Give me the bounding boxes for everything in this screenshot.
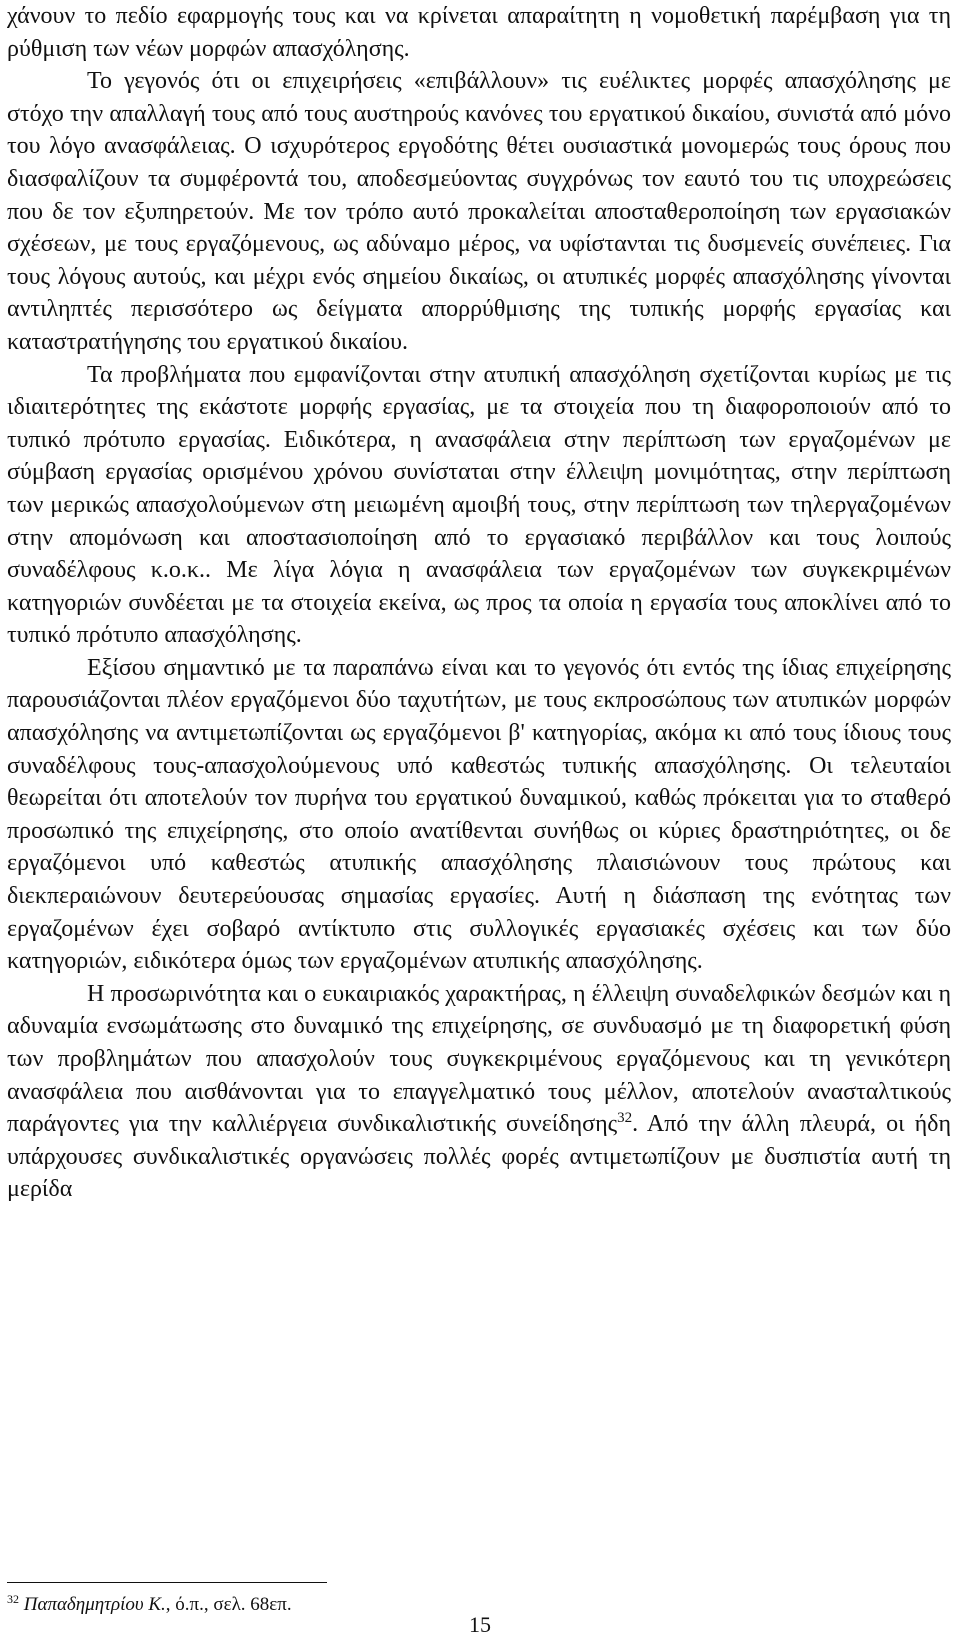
footnote-separator <box>7 1582 327 1583</box>
footnote-citation: , ό.π., σελ. 68επ. <box>165 1594 292 1615</box>
footnote-author: Παπαδημητρίου Κ. <box>23 1594 166 1615</box>
document-page <box>7 0 951 1206</box>
paragraph: Το γεγονός ότι οι επιχειρήσεις «επιβάλλουν» τις ευέλικτες μορφές απασχόλησης με στόχο την απαλλαγή τους από τους αυστηρούς κανόνες του εργατικού δικαίου, συνιστά από μόνο του λόγο ανασφάλειας. Ο ισχυρότερος εργοδότης θέτει ουσιαστικά μονομερώς τους όρους που διασφαλίζουν τα συμφέροντά του, αποδεσμεύοντας συγχρόνως τον εαυτό του τις υποχρεώσεις που δε τον εξυπηρετούν. Με τον τρόπο αυτό προκαλείται αποσταθεροποίηση των εργασιακών σχέσεων, με τους εργαζόμενους, ως αδύναμο μέρος, να υφίστανται τις δυσμενείς συνέπειες. Για τους λόγους αυτούς, και μέχρι ενός σημείου δικαίως, οι ατυπικές μορφές απασχόλησης γίνονται αντιληπτές περισσότερο ως δείγματα απορρύθμισης της τυπικής μορφής εργασίας και καταστρατήγησης του εργατικού δικαίου. <box>7 68 951 355</box>
paragraph: Τα προβλήματα που εμφανίζονται στην ατυπική απασχόληση σχετίζονται κυρίως με τις ιδιαιτερότητες της εκάστοτε μορφής εργασίας, με τα στοιχεία που τη διαφοροποιούν από το τυπικό πρότυπο εργασίας. Ειδικότερα, η ανασφάλεια στην περίπτωση των εργαζομένων με σύμβαση εργασίας ορισμένου χρόνου συνίσταται στην έλλειψη μονιμότητας, στην περίπτωση των μερικώς απασχολούμενων στη μειωμένη αμοιβή τους, στην περίπτωση των τηλεργαζομένων στην απομόνωση και αποστασιοποίηση από το εργασιακό περιβάλλον και τους λοιπούς συναδέλφους κ.ο.κ.. Με λίγα λόγια η ανασφάλεια των εργαζομένων των συγκεκριμένων κατηγοριών συνδέεται με τα στοιχεία εκείνα, ως προς τα οποία η εργασία τους αποκλίνει από το τυπικό πρότυπο απασχόλησης. <box>7 361 951 649</box>
paragraph-continuation: χάνουν το πεδίο εφαρμογής τους και να κρίνεται απαραίτητη η νομοθετική παρέμβαση για τη ρύθμιση των νέων μορφών απασχόλησης. <box>7 3 951 62</box>
paragraph-text: . Από την άλλη πλευρά, οι ήδη υπάρχουσες συνδικαλιστικές οργανώσεις πολλές φορές αντιμετωπίζουν με δυσπιστία αυτή τη μερίδα <box>7 1111 951 1203</box>
footnote-reference: 32 <box>617 1110 633 1127</box>
paragraph-with-footnote <box>7 978 951 1206</box>
footnote-number: 32 <box>7 1592 19 1606</box>
paragraph-text: Η προσωρινότητα και ο ευκαιριακός χαρακτήρας, η έλλειψη συναδελφικών δεσμών και η αδυναμία ενσωμάτωσης στο δυναμικό της επιχείρησης, σε συνδυασμό με τη διαφορετική φύση των προβλημάτων που απασχολούν τους συγκεκριμένους εργαζόμενους και τη γενικότερη ανασφάλεια που αισθάνονται για το επαγγελματικό τους μέλλον, αποτελούν ανασταλτικούς παράγοντες για την καλλιέργεια συνδικαλιστικής συνείδησης <box>7 980 951 1138</box>
paragraph: Εξίσου σημαντικό με τα παραπάνω είναι και το γεγονός ότι εντός της ίδιας επιχείρησης παρουσιάζονται πλέον εργαζόμενοι δύο ταχυτήτων, με τους εκπροσώπους των ατυπικών μορφών απασχόλησης να αντιμετωπίζονται ως εργαζόμενοι β' κατηγορίας, ακόμα κι από τους ίδιους τους συναδέλφους τους-απασχολούμενους υπό καθεστώς τυπικής απασχόλησης. Οι τελευταίοι θεωρείται ότι αποτελούν τον πυρήνα του εργατικού δυναμικού, καθώς πρόκειται για το σταθερό προσωπικό της επιχείρησης, στο οποίο ανατίθενται συνήθως οι κύριες δραστηριότητες, οι δε εργαζόμενοι υπό καθεστώς ατυπικής απασχόλησης πλαισιώνουν τους πρώτους και διεκπεραιώνουν δευτερεύουσας σημασίας εργασίες. Αυτή η διάσπαση της ενότητας των εργαζομένων έχει σοβαρό αντίκτυπο στις συλλογικές εργασιακές σχέσεις και των δύο κατηγοριών, ειδικότερα όμως των εργαζομένων ατυπικής απασχόλησης. <box>7 654 951 975</box>
page-number: 15 <box>469 1612 491 1637</box>
